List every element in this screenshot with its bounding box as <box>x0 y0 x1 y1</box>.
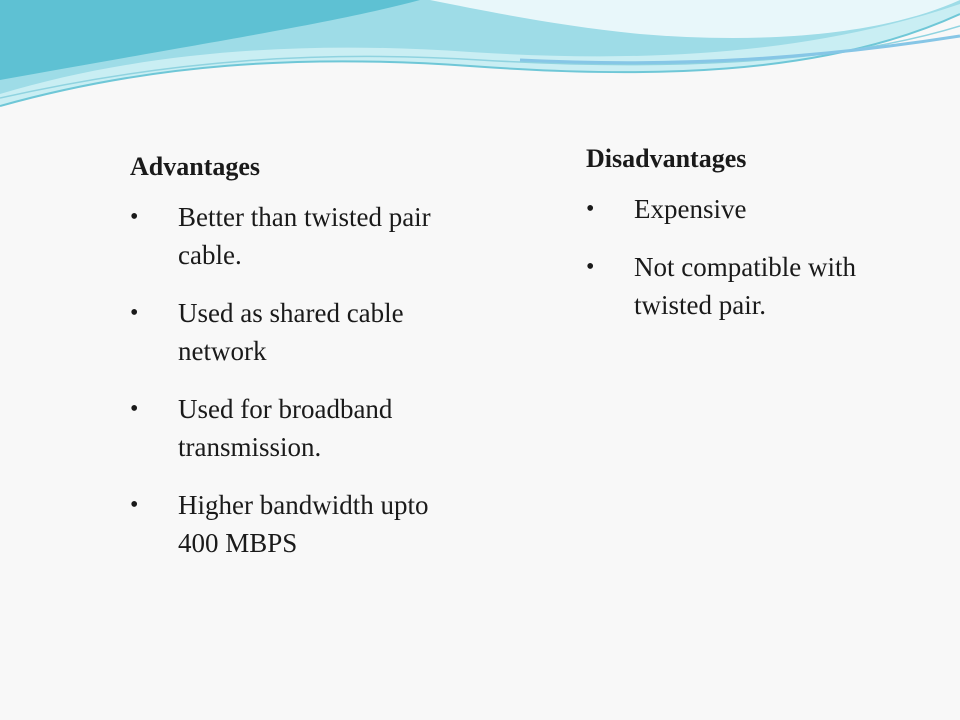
advantages-heading: Advantages <box>130 152 261 181</box>
list-item <box>586 190 926 228</box>
bullet-icon: • <box>130 492 139 518</box>
list-item <box>586 248 926 324</box>
bullet-icon: • <box>130 396 139 422</box>
bullet-icon: • <box>586 254 595 280</box>
list-item <box>130 294 450 370</box>
bullet-icon: • <box>130 300 139 326</box>
disadvantage-item-text: Not compatible with twisted pair. <box>634 252 856 320</box>
disadvantages-section <box>586 142 926 344</box>
bullet-icon: • <box>130 204 139 230</box>
header-wave-decoration <box>0 0 960 130</box>
disadvantages-heading: Disadvantages <box>586 144 747 173</box>
advantage-item-text: Used as shared cable network <box>178 298 404 366</box>
advantage-item-text: Better than twisted pair cable. <box>178 202 431 270</box>
bullet-icon: • <box>586 196 595 222</box>
list-item <box>130 198 450 274</box>
disadvantage-item-text: Expensive <box>634 194 747 224</box>
advantage-item-text: Higher bandwidth upto 400 MBPS <box>178 490 429 558</box>
advantages-list <box>130 198 450 562</box>
disadvantages-list <box>586 190 926 324</box>
list-item <box>130 390 450 466</box>
list-item <box>130 486 450 562</box>
advantages-section <box>130 150 450 582</box>
advantage-item-text: Used for broadband transmission. <box>178 394 393 462</box>
